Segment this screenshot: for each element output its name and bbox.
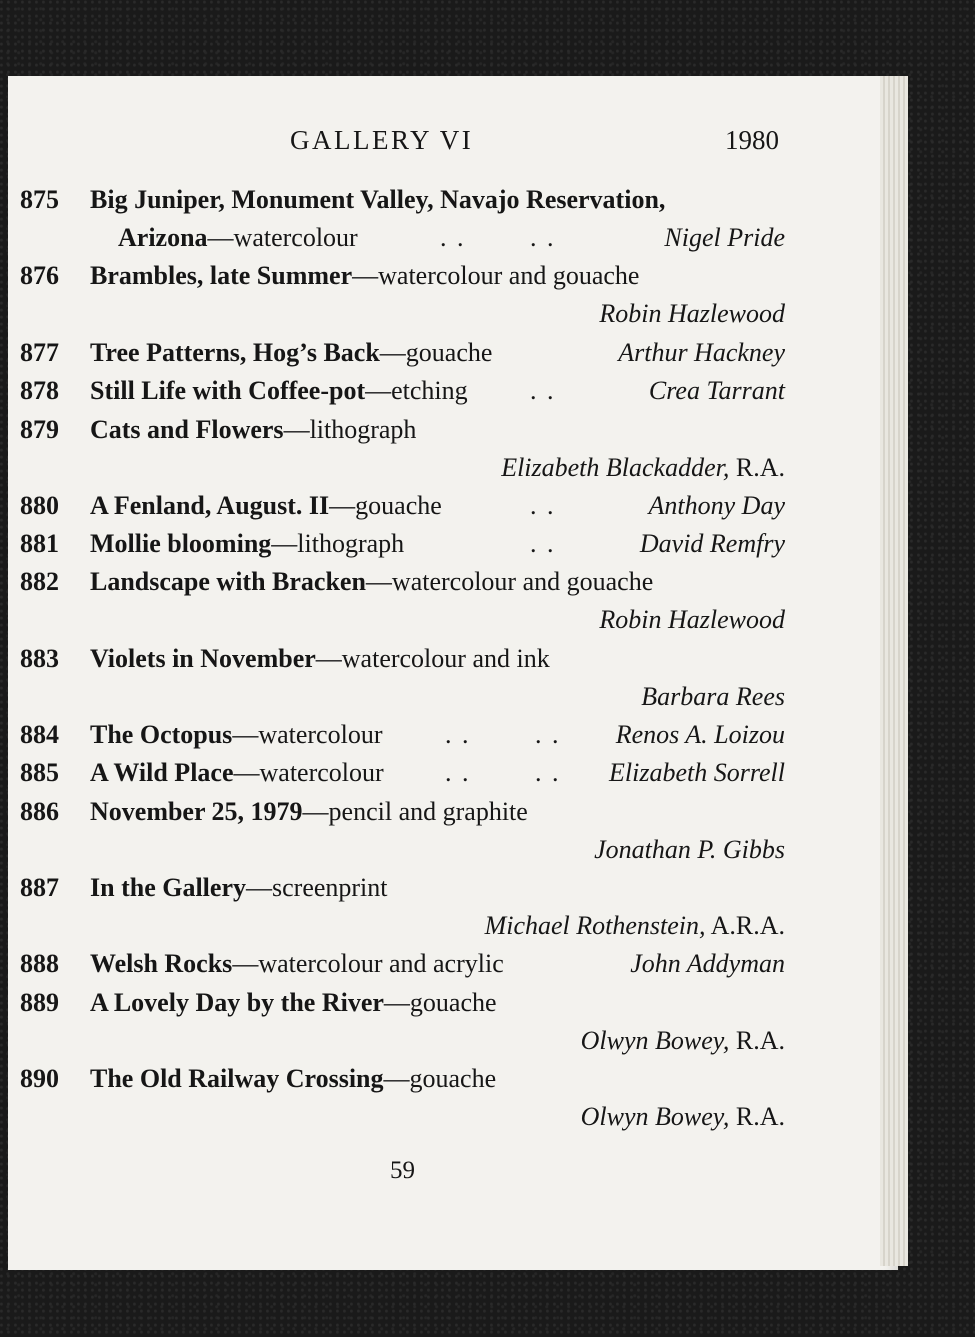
entry-title: Big Juniper, Monument Valley, Navajo Reservation, bbox=[90, 185, 666, 214]
artist bbox=[630, 946, 785, 982]
artist bbox=[664, 220, 785, 256]
artist bbox=[609, 755, 785, 791]
gallery-title: GALLERY VI bbox=[290, 125, 474, 155]
entry-line bbox=[90, 564, 653, 600]
entry-title: November 25, 1979 bbox=[90, 797, 303, 826]
artist bbox=[616, 717, 785, 753]
entry-title: A Lovely Day by the River bbox=[90, 988, 384, 1017]
catalogue-entry bbox=[0, 526, 975, 562]
artist-name: Elizabeth Sorrell bbox=[609, 758, 785, 787]
catalogue-entry-continuation bbox=[0, 450, 975, 486]
entry-number: 876 bbox=[20, 261, 59, 290]
leader-dots: . . bbox=[530, 223, 556, 252]
catalogue-entry bbox=[0, 946, 975, 982]
artist bbox=[594, 832, 785, 868]
entry-number: 875 bbox=[20, 185, 59, 214]
leader-dots: . . bbox=[530, 376, 556, 405]
entry-title: Violets in November bbox=[90, 644, 316, 673]
artist-name: John Addyman bbox=[630, 949, 785, 978]
entry-title-continued: Arizona bbox=[118, 223, 208, 252]
artist-name: Arthur Hackney bbox=[618, 338, 785, 367]
entry-line bbox=[90, 488, 442, 524]
leader-dots: . . bbox=[530, 529, 556, 558]
artist-name: Renos A. Loizou bbox=[615, 720, 785, 749]
entry-number: 877 bbox=[20, 338, 59, 367]
entry-line bbox=[118, 220, 358, 256]
entry-number: 884 bbox=[20, 720, 59, 749]
leader-dots: . . bbox=[445, 720, 471, 749]
entry-medium: —watercolour and gouache bbox=[352, 261, 640, 290]
entry-medium: —lithograph bbox=[271, 529, 405, 558]
catalogue-entry-continuation bbox=[0, 1023, 975, 1059]
catalogue-entry-continuation bbox=[0, 679, 975, 715]
entry-number: 888 bbox=[20, 949, 59, 978]
artist-name: Jonathan P. Gibbs bbox=[594, 835, 785, 864]
entry-title: In the Gallery bbox=[90, 873, 246, 902]
entry-medium: —etching bbox=[365, 376, 468, 405]
artist bbox=[485, 908, 785, 944]
catalogue-entry bbox=[0, 373, 975, 409]
entry-medium: —pencil and graphite bbox=[302, 797, 528, 826]
catalogue-entry bbox=[0, 641, 975, 677]
entry-title: A Wild Place bbox=[90, 758, 234, 787]
artist bbox=[581, 1023, 785, 1059]
entry-title: The Octopus bbox=[90, 720, 233, 749]
entry-line bbox=[90, 641, 550, 677]
entry-medium: —watercolour bbox=[233, 758, 384, 787]
catalogue-entry-continuation bbox=[0, 602, 975, 638]
entry-number: 879 bbox=[20, 415, 59, 444]
catalogue-entry bbox=[0, 488, 975, 524]
entry-line bbox=[90, 946, 504, 982]
artist-name: David Remfry bbox=[639, 529, 785, 558]
entry-title: Cats and Flowers bbox=[90, 415, 284, 444]
page-number: 59 bbox=[390, 1157, 415, 1184]
leader-dots: . . bbox=[530, 491, 556, 520]
catalogue-entry bbox=[0, 870, 975, 906]
entry-line bbox=[90, 258, 639, 294]
entry-medium: —gouache bbox=[329, 491, 442, 520]
artist-name: Crea Tarrant bbox=[648, 376, 785, 405]
catalogue-entry bbox=[0, 412, 975, 448]
artist-name: Elizabeth Blackadder, bbox=[501, 453, 730, 482]
catalogue-entry bbox=[0, 258, 975, 294]
entry-line bbox=[90, 335, 492, 371]
entry-number: 889 bbox=[20, 988, 59, 1017]
artist bbox=[649, 373, 785, 409]
catalogue-entry bbox=[0, 717, 975, 753]
entry-medium: —watercolour bbox=[207, 223, 358, 252]
entry-medium: —screenprint bbox=[246, 873, 388, 902]
artist-name: Barbara Rees bbox=[641, 682, 785, 711]
entry-medium: —gouache bbox=[379, 338, 493, 367]
year: 1980 bbox=[725, 125, 779, 155]
entry-line bbox=[90, 985, 497, 1021]
entry-medium: —watercolour bbox=[232, 720, 383, 749]
entry-title: Still Life with Coffee-pot bbox=[90, 376, 366, 405]
entry-medium: —watercolour and gouache bbox=[365, 567, 654, 596]
entry-line bbox=[90, 1061, 496, 1097]
artist-honours: A.R.A. bbox=[710, 911, 785, 940]
entry-number: 882 bbox=[20, 567, 59, 596]
catalogue-entry-continuation bbox=[0, 908, 975, 944]
entry-medium: —watercolour and ink bbox=[315, 644, 550, 673]
catalogue-entry-continuation bbox=[0, 1099, 975, 1135]
catalogue-entry bbox=[0, 564, 975, 600]
artist-name: Nigel Pride bbox=[664, 223, 785, 252]
artist-name: Olwyn Bowey, bbox=[580, 1026, 730, 1055]
artist-honours: R.A. bbox=[735, 1102, 785, 1131]
entry-line bbox=[90, 717, 382, 753]
leader-dots: . . bbox=[535, 720, 561, 749]
entry-title: Welsh Rocks bbox=[90, 949, 233, 978]
artist bbox=[649, 488, 785, 524]
artist-name: Olwyn Bowey, bbox=[580, 1102, 730, 1131]
artist bbox=[599, 602, 785, 638]
entry-line bbox=[90, 755, 384, 791]
artist-name: Robin Hazlewood bbox=[599, 299, 785, 328]
entry-number: 886 bbox=[20, 797, 59, 826]
artist bbox=[641, 679, 785, 715]
entry-title: Brambles, late Summer bbox=[90, 261, 353, 290]
catalogue-entry-continuation bbox=[0, 220, 975, 256]
entry-number: 890 bbox=[20, 1064, 59, 1093]
leader-dots: . . bbox=[535, 758, 561, 787]
entry-line bbox=[90, 526, 404, 562]
entry-title: Landscape with Bracken bbox=[90, 567, 366, 596]
entry-medium: —gouache bbox=[383, 1064, 497, 1093]
entry-line bbox=[90, 182, 665, 218]
entry-title: A Fenland, August. II bbox=[90, 491, 330, 520]
entry-number: 880 bbox=[20, 491, 59, 520]
entry-medium: —watercolour and acrylic bbox=[232, 949, 504, 978]
artist bbox=[640, 526, 785, 562]
catalogue-entry-continuation bbox=[0, 832, 975, 868]
entry-title: Tree Patterns, Hog’s Back bbox=[90, 338, 380, 367]
entry-number: 885 bbox=[20, 758, 59, 787]
entry-line bbox=[90, 373, 468, 409]
catalogue-entry bbox=[0, 985, 975, 1021]
entry-line bbox=[90, 794, 528, 830]
catalogue-entry bbox=[0, 1061, 975, 1097]
entry-medium: —gouache bbox=[383, 988, 497, 1017]
entry-number: 878 bbox=[20, 376, 59, 405]
artist bbox=[599, 296, 785, 332]
entry-number: 883 bbox=[20, 644, 59, 673]
running-head bbox=[0, 125, 975, 161]
artist-name: Michael Rothenstein, bbox=[484, 911, 706, 940]
catalogue-entry bbox=[0, 335, 975, 371]
catalogue-entry bbox=[0, 794, 975, 830]
entry-title: The Old Railway Crossing bbox=[90, 1064, 384, 1093]
entry-line bbox=[90, 870, 388, 906]
artist-name: Anthony Day bbox=[648, 491, 785, 520]
catalogue-entry bbox=[0, 182, 975, 218]
entry-line bbox=[90, 412, 416, 448]
catalogue-entry-continuation bbox=[0, 296, 975, 332]
leader-dots: . . bbox=[440, 223, 466, 252]
artist bbox=[501, 450, 785, 486]
entry-medium: —lithograph bbox=[283, 415, 417, 444]
entry-number: 881 bbox=[20, 529, 59, 558]
artist-honours: R.A. bbox=[735, 453, 785, 482]
entry-title: Mollie blooming bbox=[90, 529, 272, 558]
artist-honours: R.A. bbox=[735, 1026, 785, 1055]
entry-number: 887 bbox=[20, 873, 59, 902]
artist-name: Robin Hazlewood bbox=[599, 605, 785, 634]
artist bbox=[581, 1099, 785, 1135]
artist bbox=[618, 335, 785, 371]
catalogue-entry bbox=[0, 755, 975, 791]
leader-dots: . . bbox=[445, 758, 471, 787]
